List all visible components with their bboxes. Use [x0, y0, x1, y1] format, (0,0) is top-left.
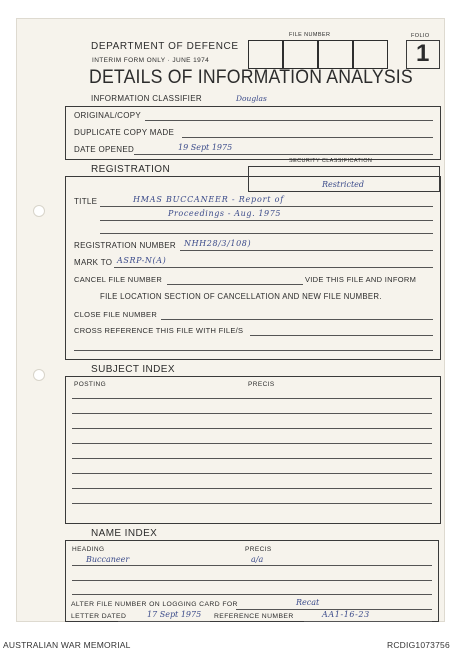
folio-label: FOLIO [411, 33, 430, 39]
name-index-header: NAME INDEX [91, 528, 158, 539]
subject-index-header: SUBJECT INDEX [91, 364, 175, 375]
mark-to-label: MARK TO [74, 258, 113, 267]
name-index-line-1 [72, 565, 432, 566]
close-file-number-line [161, 319, 433, 320]
department-label: DEPARTMENT OF DEFENCE [91, 41, 239, 52]
title-line-1-rule [100, 206, 433, 207]
file-number-cell-2 [283, 40, 318, 69]
close-file-number-label: CLOSE FILE NUMBER [74, 310, 158, 319]
alter-file-value: Recat [296, 598, 320, 607]
footer-institution: AUSTRALIAN WAR MEMORIAL [3, 640, 131, 650]
posting-label: POSTING [74, 381, 107, 388]
classifier-signature: Douglas [236, 94, 267, 103]
reference-number-line [304, 621, 432, 622]
date-opened-label: DATE OPENED [74, 145, 135, 154]
registration-number-line [180, 250, 433, 251]
alter-file-label: ALTER FILE NUMBER ON LOGGING CARD FOR [71, 601, 238, 608]
cross-reference-label: CROSS REFERENCE THIS FILE WITH FILE/S [74, 326, 244, 335]
file-number-cell-4 [353, 40, 388, 69]
title-line-2-rule [100, 220, 433, 221]
subject-index-rule [72, 503, 432, 504]
file-number-label: FILE NUMBER [289, 32, 331, 38]
footer-record-id: RCDIG1073756 [387, 640, 450, 650]
subject-index-rule [72, 473, 432, 474]
mark-to-value: ASRP-N(A) [117, 256, 167, 265]
letter-dated-label: LETTER DATED [71, 613, 127, 620]
punch-hole-lower [33, 369, 45, 381]
name-precis-value: a/a [251, 555, 264, 564]
original-copy-label: ORIGINAL/COPY [74, 111, 142, 120]
mark-to-line [114, 267, 433, 268]
duplicate-copy-line [182, 137, 433, 138]
registration-header: REGISTRATION [91, 164, 171, 175]
name-index-line-3 [72, 594, 432, 595]
cross-reference-line-2 [74, 350, 433, 351]
cancel-file-number-label: CANCEL FILE NUMBER [74, 275, 163, 284]
reference-number-label: REFERENCE NUMBER [214, 613, 294, 620]
date-opened-line [134, 154, 433, 155]
date-opened-value: 19 Sept 1975 [178, 143, 233, 152]
subject-index-rule [72, 488, 432, 489]
duplicate-copy-label: DUPLICATE COPY MADE [74, 128, 175, 137]
registration-number-label: REGISTRATION NUMBER [74, 241, 177, 250]
interim-label: INTERIM FORM ONLY · JUNE 1974 [92, 57, 210, 64]
security-classification-value: Restricted [322, 180, 365, 189]
punch-hole-upper [33, 205, 45, 217]
file-number-cell-1 [248, 40, 283, 69]
cross-reference-line [250, 335, 433, 336]
security-classification-label: SECURITY CLASSIFICATION [289, 158, 373, 164]
name-precis-label: PRECIS [245, 546, 272, 553]
subject-index-rule [72, 458, 432, 459]
letter-dated-line [118, 621, 210, 622]
subject-index-rule [72, 398, 432, 399]
subject-index-rule [72, 443, 432, 444]
letter-dated-value: 17 Sept 1975 [147, 610, 202, 619]
subject-index-rule [72, 428, 432, 429]
cancel-file-number-line [167, 284, 303, 285]
reference-number-value: AA1-16-23 [322, 610, 370, 619]
form-title: DETAILS OF INFORMATION ANALYSIS [89, 67, 413, 88]
folio-number: 1 [416, 40, 430, 67]
title-line-2: Proceedings - Aug. 1975 [168, 209, 282, 218]
title-line-1: HMAS BUCCANEER - Report of [133, 195, 284, 204]
registration-number-value: NHH28/3/108) [184, 239, 252, 248]
cancel-vide-label: VIDE THIS FILE AND INFORM [305, 275, 417, 284]
heading-label: HEADING [72, 546, 105, 553]
original-copy-line [145, 120, 433, 121]
classifier-label: INFORMATION CLASSIFIER [91, 94, 202, 103]
file-number-cell-3 [318, 40, 353, 69]
name-index-line-2 [72, 580, 432, 581]
title-line-3-rule [100, 233, 433, 234]
heading-value: Buccaneer [86, 555, 130, 564]
subject-index-rule [72, 413, 432, 414]
subject-precis-label: PRECIS [248, 381, 275, 388]
title-label: TITLE [74, 197, 98, 206]
file-location-label: FILE LOCATION SECTION OF CANCELLATION AND NEW FILE NUMBER. [100, 292, 382, 301]
